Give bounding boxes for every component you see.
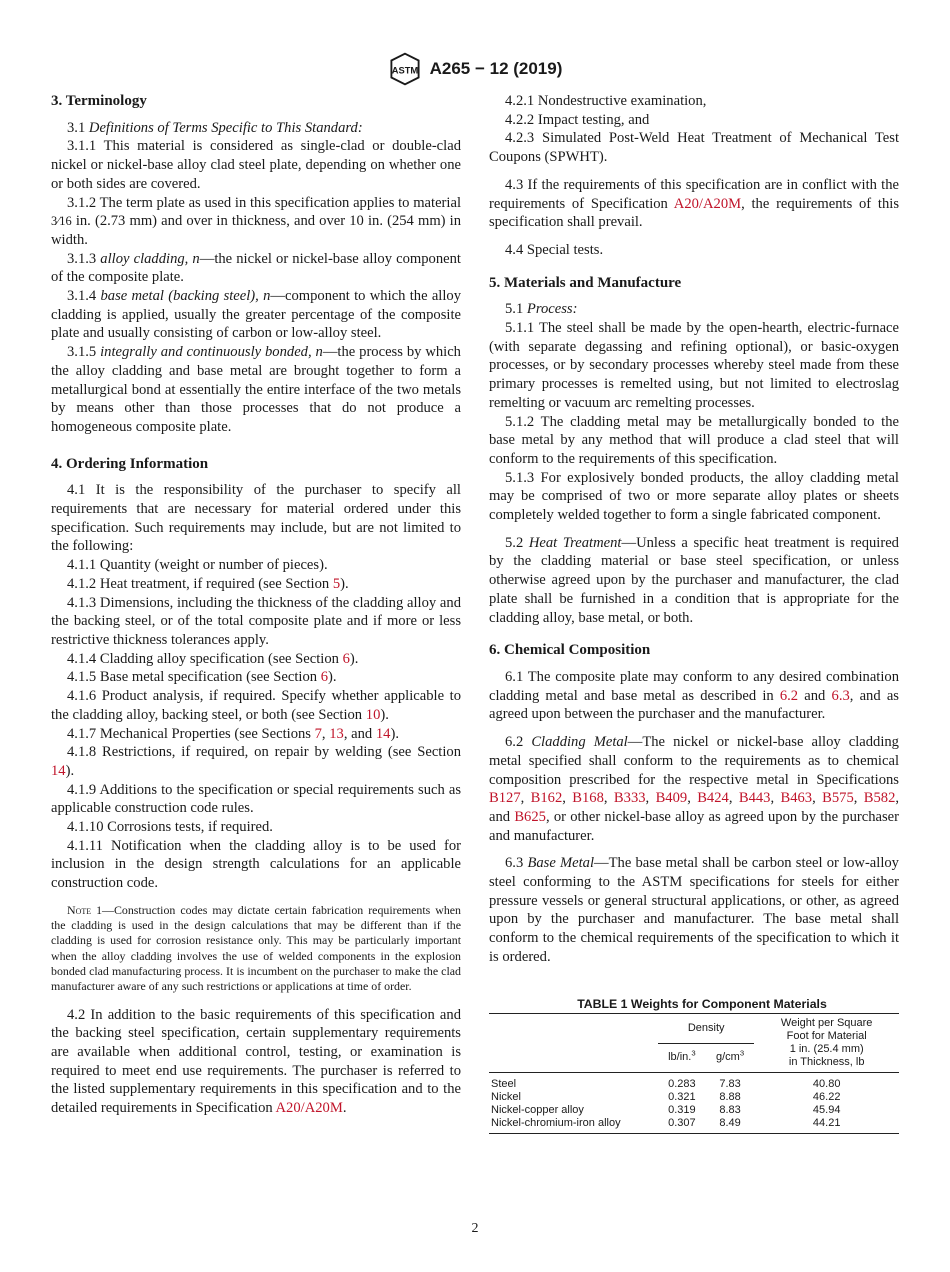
section-link[interactable]: 14 bbox=[51, 762, 66, 779]
spec-link[interactable]: A20/A20M bbox=[275, 1100, 343, 1117]
paragraph-3-1-2: 3.1.2 The term plate as used in this specification applies to material 3⁄16 in. (2.73 mm) and over in thickness, and over 10 in. (254 mm) in width. bbox=[51, 194, 462, 248]
material-header bbox=[489, 1014, 658, 1044]
paragraph-3-1-3: 3.1.3 alloy cladding, n—the nickel or nickel-base alloy component of the composite plate. bbox=[51, 250, 461, 286]
page-header bbox=[0, 52, 950, 91]
section-link[interactable]: 6.2 bbox=[779, 687, 799, 704]
section-link[interactable]: 13 bbox=[329, 725, 344, 742]
section-6-heading: 6. Chemical Composition bbox=[489, 642, 651, 659]
section-link[interactable]: 6.3 bbox=[831, 687, 850, 704]
note-1: Note 1—Construction codes may dictate certain fabrication requirements when the cladding is used in the design calculations that may be different than if the cladding is used for corrosion resistance only. This may be particularly important when the alloy cladding involves the use of welded components in the explosion bonded clad manufacturing process. It is incumbent on the purchaser to make the clad manufacturer aware of any such restrictions or applications at time of order. bbox=[51, 902, 461, 994]
paragraph-4-1-2: 4.1.2 Heat treatment, if required (see Section 5). bbox=[67, 575, 349, 592]
spec-link[interactable]: B127 bbox=[489, 790, 521, 807]
paragraph-3-1-5: 3.1.5 integrally and continuously bonded, n—the process by which the alloy cladding and base metal are brought together to form a metallurgical bond at essentially the entire interface of the two metals by means other than those processes that do not produce a homogeneous composite plate. bbox=[51, 344, 461, 435]
section-5-heading: 5. Materials and Manufacture bbox=[489, 274, 682, 291]
table-row: Steel 0.283 7.83 40.80 bbox=[491, 1078, 841, 1091]
table-row: Nickel-chromium-iron alloy 0.307 8.49 44.21 bbox=[489, 1117, 899, 1134]
section-link[interactable]: 7 bbox=[314, 725, 322, 742]
spec-link[interactable]: B409 bbox=[655, 790, 688, 807]
paragraph-4-1-6: 4.1.6 Product analysis, if required. Specify whether applicable to the cladding alloy, backing steel, or both (see Section 10). bbox=[51, 688, 461, 723]
section-link[interactable]: 6 bbox=[320, 669, 328, 686]
weights-table bbox=[489, 1013, 899, 1134]
paragraph-4-1: 4.1 It is the responsibility of the purchaser to specify all requirements that are necessary for material ordered under this specification. Such requirements may include, but are not limited to the following: bbox=[51, 482, 461, 555]
paragraph-4-1-7: 4.1.7 Mechanical Properties (see Sections 7, 13, and 14). bbox=[67, 725, 399, 742]
spec-link[interactable]: B162 bbox=[530, 790, 563, 807]
paragraph-4-2-1: 4.2.1 Nondestructive examination, bbox=[505, 93, 707, 109]
paragraph-4-1-9: 4.1.9 Additions to the specification or special requirements such as applicable construction code rules. bbox=[51, 781, 461, 817]
paragraph-5-1-3: 5.1.3 For explosively bonded products, the alloy cladding metal may be comprised of two or more separate alloy plates or sheets completely welded together to form a single fabricated component. bbox=[489, 469, 899, 524]
paragraph-4-1-1: 4.1.1 Quantity (weight or number of pieces). bbox=[67, 557, 328, 574]
paragraph-6-3: 6.3 Base Metal—The base metal shall be carbon steel or low-alloy steel conforming to the ASTM specifications for steels for either pressure vessels or general structural applications, or other, as agreed upon by the purchaser and manufacturer. The base metal shall conform to the chemical requirements of the specification to which it is ordered. bbox=[489, 855, 899, 965]
page-number: 2 bbox=[471, 1221, 479, 1236]
paragraph-4-1-11: 4.1.11 Notification when the cladding alloy is to be used for inclusion in the design strength calculations for an applicable construction code. bbox=[51, 837, 461, 892]
paragraph-4-3: 4.3 If the requirements of this specification are in conflict with the requirements of Specification A20/A20M, the requirements of this specification shall prevail. bbox=[489, 176, 900, 231]
paragraph-6-1: 6.1 The composite plate may conform to any desired combination cladding metal and base metal as described in 6.2 and 6.3, and as agreed upon between the purchaser and the manufacturer. bbox=[489, 668, 899, 723]
table-1-title: TABLE 1 Weights for Component Materials bbox=[577, 996, 827, 1011]
paragraph-4-2-3: 4.2.3 Simulated Post-Weld Heat Treatment of Mechanical Test Coupons (SPWHT). bbox=[489, 130, 899, 166]
paragraph-3-1-4: 3.1.4 base metal (backing steel), n—component to which the alloy cladding is applied, usually the greater percentage of the composite plate and usually consisting of carbon or low-alloy steel. bbox=[51, 288, 462, 342]
paragraph-5-1-2: 5.1.2 The cladding metal may be metallurgically bonded to the base metal by any method that will produce a clad steel that will conform to the requirements of this specification. bbox=[489, 413, 899, 467]
spec-link[interactable]: B582 bbox=[863, 790, 896, 807]
spec-link[interactable]: B333 bbox=[613, 790, 646, 807]
section-link[interactable]: 5 bbox=[332, 575, 341, 592]
paragraph-3-1-1: 3.1.1 This material is considered as single-clad or double-clad nickel or nickel-base alloy clad steel plate, depending on whether one or both sides are covered. bbox=[51, 138, 461, 192]
paragraph-5-2: 5.2 Heat Treatment—Unless a specific heat treatment is required by the cladding material or base steel specification, or unless otherwise agreed upon by the purchaser and manufacturer, the clad plate shall be furnished in a condition that is appropriate for the cladding alloy, base metal, or both. bbox=[489, 534, 899, 626]
paragraph-5-1-1: 5.1.1 The steel shall be made by the open-hearth, electric-furnace (with separate degassing and refining optional), or basic-oxygen processes, or by secondary processes whereby steel made from these primary processes is remelted using, but not limited to electroslag remelting or vacuum arc remelting processes. bbox=[489, 320, 899, 411]
paragraph-4-2: 4.2 In addition to the basic requirements of this specification and the backing steel specification, certain supplementary requirements are available when additional control, testing, or examination is required to meet end use requirements. The purchaser is referred to the listed supplementary requirements in this specification and to the detailed requirements in Specification A20/A20M. bbox=[51, 1006, 461, 1117]
paragraph-6-2: 6.2 Cladding Metal—The nickel or nickel-base alloy cladding metal specified shall conform to the requirements as to chemical composition prescribed for the respective metal in Specifications B127, B162, B168, B333, B409, B424, B443, B463, B575, B582, and B625, or other nickel-base alloy as agreed upon by the purchaser and manufacturer. bbox=[489, 734, 900, 844]
astm-logo-icon bbox=[388, 52, 422, 86]
paragraph-3-1: 3.1 Definitions of Terms Specific to This Standard: bbox=[67, 119, 363, 136]
spec-link[interactable]: B168 bbox=[572, 790, 604, 807]
g-per-cm3-header: $g/cm^3$ bbox=[706, 1043, 755, 1073]
spec-link[interactable]: B424 bbox=[697, 790, 729, 807]
paragraph-4-1-4: 4.1.4 Cladding alloy specification (see Section 6). bbox=[67, 650, 359, 667]
section-3-heading: 3. Terminology bbox=[51, 93, 147, 109]
material-header-blank bbox=[489, 1043, 658, 1073]
lb-per-in3-header: lb/in.$^3$ bbox=[658, 1043, 706, 1073]
paragraph-4-1-8: 4.1.8 Restrictions, if required, on repair by welding (see Section 14). bbox=[51, 744, 461, 779]
section-link[interactable]: 14 bbox=[375, 725, 391, 742]
section-4-heading: 4. Ordering Information bbox=[51, 455, 209, 472]
paragraph-4-4: 4.4 Special tests. bbox=[505, 241, 604, 258]
right-column bbox=[489, 92, 899, 1134]
document-designation: A265 − 12 (2019) bbox=[429, 59, 563, 78]
paragraph-5-1: 5.1 Process: bbox=[505, 301, 578, 318]
left-column bbox=[51, 92, 461, 1118]
spec-link[interactable]: B463 bbox=[780, 790, 813, 807]
paragraph-4-2-2: 4.2.2 Impact testing, and bbox=[505, 111, 650, 128]
paragraph-4-1-5: 4.1.5 Base metal specification (see Section 6). bbox=[67, 669, 337, 686]
weight-header: Weight per Square Foot for Material 1 in. (25.4 mm) in Thickness, lb bbox=[754, 1014, 899, 1073]
section-link[interactable]: 10 bbox=[365, 706, 381, 723]
density-header: Density bbox=[658, 1014, 754, 1044]
spec-link[interactable]: A20/A20M bbox=[673, 195, 742, 212]
spec-link[interactable]: B625 bbox=[514, 808, 546, 825]
table-row: Nickel 0.321 8.88 46.22 bbox=[491, 1091, 841, 1104]
section-link[interactable]: 6 bbox=[342, 650, 350, 667]
spec-link[interactable]: B575 bbox=[822, 790, 854, 807]
svg-text:ASTM: ASTM bbox=[391, 65, 418, 76]
paragraph-4-1-10: 4.1.10 Corrosions tests, if required. bbox=[67, 819, 273, 836]
table-row: Nickel-copper alloy 0.319 8.83 45.94 bbox=[491, 1104, 841, 1117]
paragraph-4-1-3: 4.1.3 Dimensions, including the thickness of the cladding alloy and the backing steel, or of the total composite plate and if more or less restrictive thickness tolerances apply. bbox=[51, 594, 461, 648]
spec-link[interactable]: B443 bbox=[738, 790, 771, 807]
